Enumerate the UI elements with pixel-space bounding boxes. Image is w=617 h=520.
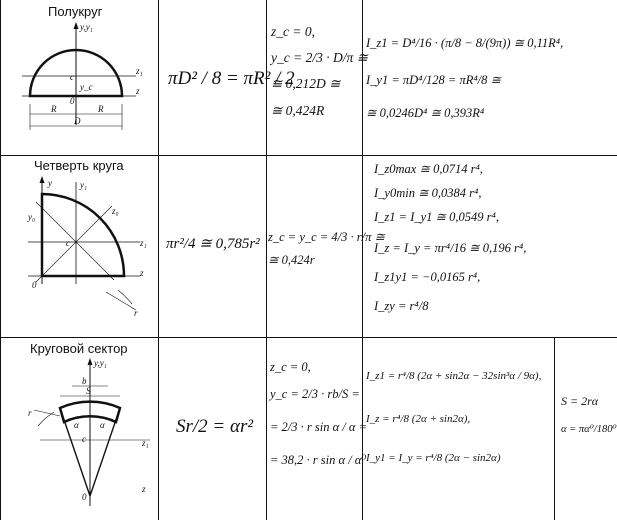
sector-origin-label: 0 — [82, 492, 87, 502]
row1-centroid-line: z_c = 0, — [271, 24, 315, 39]
sector-s-label: S — [86, 386, 91, 396]
semicircle-yc-label: y_c — [80, 82, 93, 92]
quarter-r-label: r — [134, 308, 138, 318]
quarter-yo-label: y₀ — [28, 212, 36, 222]
row1-inertia-line: ≅ 0,0246D⁴ ≅ 0,393R⁴ — [366, 106, 485, 120]
quarter-circle-figure — [14, 176, 154, 322]
row1-area: πD² / 8 = πR² / 2 — [168, 68, 295, 89]
row1-inertia-line: I_y1 = πD⁴/128 = πR⁴/8 ≅ — [366, 73, 502, 87]
row2-inertia-line: I_z = I_y = πr⁴/16 ≅ 0,196 r⁴, — [374, 241, 527, 255]
quarter-y-label: y — [48, 178, 52, 188]
row3-centroid-line: z_c = 0, — [270, 360, 311, 374]
sector-alpha-left-label: α — [74, 420, 79, 430]
sector-r-label: r — [28, 408, 32, 418]
row1-inertia — [366, 36, 563, 121]
semicircle-c-label: c — [70, 72, 74, 82]
row3-extra — [561, 394, 617, 437]
row1-centroid-line: y_c = 2/3 · D/π ≅ — [271, 50, 368, 66]
row3-inertia-line: I_z = r⁴/8 (2α + sin2α), — [366, 413, 471, 426]
sector-b-label: b — [82, 376, 87, 386]
row2-centroid-line: ≅ 0,424r — [268, 253, 315, 267]
row2-title: Четверть круга — [34, 158, 124, 173]
row1-centroid-line: ≅ 0,424R — [271, 102, 325, 118]
row-divider-1 — [0, 155, 617, 156]
row-divider-2 — [0, 337, 617, 338]
sector-y-label: y,y₁ — [94, 358, 107, 368]
row2-area: πr²/4 ≅ 0,785r² — [166, 236, 260, 252]
semicircle-d-label: D — [74, 116, 81, 126]
row3-inertia-line: I_z1 = r⁴/8 (2α + sin2α − 32sin³α / 9α), — [366, 370, 542, 382]
row2-inertia-line: I_z0max ≅ 0,0714 r⁴, — [374, 162, 483, 176]
quarter-zo-label: z₀ — [112, 206, 119, 216]
row3-area: Sr/2 = αr² — [176, 416, 254, 437]
row2-inertia-line: I_z1 = I_y1 ≅ 0,0549 r⁴, — [374, 210, 499, 224]
row2-centroid — [268, 230, 385, 268]
row3-inertia — [366, 370, 541, 466]
row2-inertia-line: I_y0min ≅ 0,0384 r⁴, — [374, 186, 482, 200]
quarter-z1-label: z₁ — [140, 238, 147, 248]
column-divider-4 — [554, 338, 555, 520]
row3-centroid-line: = 38,2 · r sin α / α⁰ — [270, 453, 367, 467]
row1-centroid — [271, 24, 368, 119]
semicircle-r-right-label: R — [98, 104, 104, 114]
row2-centroid-line: z_c = y_c = 4/3 · r/π ≅ — [268, 230, 385, 244]
row1-centroid-line: ≅ 0,212D ≅ — [271, 76, 341, 92]
semicircle-origin-label: 0 — [70, 96, 75, 106]
column-divider-1 — [158, 0, 159, 520]
row2-inertia-line: I_z1y1 = −0,0165 r⁴, — [374, 270, 481, 284]
semicircle-figure — [18, 20, 143, 135]
sector-z-label: z — [142, 484, 146, 494]
row3-centroid-line: = 2/3 · r sin α / α = — [270, 420, 368, 434]
row3-inertia-line: I_y1 = I_y = r⁴/8 (2α − sin2α) — [366, 452, 501, 465]
row1-inertia-line: I_z1 = D⁴/16 · (π/8 − 8/(9π)) ≅ 0,11R⁴, — [366, 36, 564, 50]
sector-figure — [20, 356, 156, 516]
sector-c-label: c — [82, 434, 86, 444]
row3-title: Круговой сектор — [30, 341, 128, 356]
quarter-z-label: z — [140, 268, 144, 278]
sector-alpha-right-label: α — [100, 420, 105, 430]
row3-centroid-line: y_c = 2/3 · rb/S = — [270, 387, 360, 401]
sector-z1-label: z₁ — [142, 438, 149, 448]
row2-inertia — [374, 162, 526, 314]
semicircle-z-label: z — [136, 86, 140, 96]
row3-extra-line: S = 2rα — [561, 394, 599, 408]
semicircle-z1-label: z₁ — [136, 66, 143, 76]
row1-title: Полукруг — [48, 4, 103, 19]
row2-inertia-line: I_zy = r⁴/8 — [374, 299, 429, 313]
quarter-y1-label: y₁ — [80, 180, 88, 190]
semicircle-y-label: y,y₁ — [80, 22, 93, 32]
row3-extra-line: α = πα⁰/180⁰ — [561, 424, 617, 436]
quarter-origin-label: 0 — [32, 280, 37, 290]
semicircle-r-left-label: R — [51, 104, 57, 114]
quarter-c-label: c — [66, 238, 70, 248]
table-border-left — [0, 0, 1, 520]
row3-centroid — [270, 360, 367, 468]
